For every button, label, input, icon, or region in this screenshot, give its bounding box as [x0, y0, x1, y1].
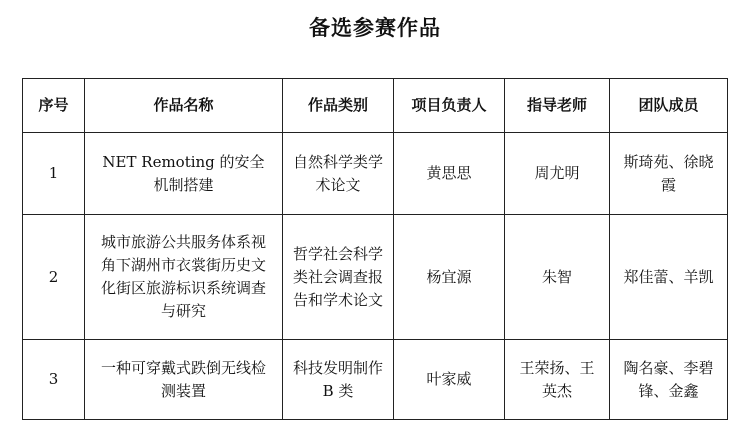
header-category: 作品类别 [283, 79, 394, 133]
cell-leader: 叶家威 [394, 340, 505, 420]
table-row [23, 215, 728, 340]
page-title: 备选参赛作品 [309, 16, 441, 40]
header-advisor: 指导老师 [505, 79, 610, 133]
header-no: 序号 [23, 79, 85, 133]
cell-category: 自然科学类学术论文 [283, 133, 394, 215]
table-row [23, 133, 728, 215]
cell-no: 2 [23, 215, 85, 340]
cell-advisor: 周尤明 [505, 133, 610, 215]
cell-name: 一种可穿戴式跌倒无线检测装置 [85, 340, 283, 420]
cell-no: 3 [23, 340, 85, 420]
header-name: 作品名称 [85, 79, 283, 133]
header-leader: 项目负责人 [394, 79, 505, 133]
cell-advisor: 朱智 [505, 215, 610, 340]
cell-category: 哲学社会科学类社会调查报告和学术论文 [283, 215, 394, 340]
cell-members: 郑佳蕾、羊凯 [610, 215, 728, 340]
cell-category: 科技发明制作 B 类 [283, 340, 394, 420]
works-table [22, 78, 728, 420]
cell-members: 斯琦苑、徐晓霞 [610, 133, 728, 215]
cell-advisor: 王荣扬、王英杰 [505, 340, 610, 420]
cell-name: 城市旅游公共服务体系视角下湖州市衣裳街历史文化街区旅游标识系统调查与研究 [85, 215, 283, 340]
header-members: 团队成员 [610, 79, 728, 133]
cell-no: 1 [23, 133, 85, 215]
cell-leader: 杨宜源 [394, 215, 505, 340]
table-row [23, 340, 728, 420]
cell-leader: 黄思思 [394, 133, 505, 215]
cell-name: NET Remoting 的安全机制搭建 [85, 133, 283, 215]
cell-members: 陶名豪、李碧锋、金鑫 [610, 340, 728, 420]
header-row [23, 79, 728, 133]
